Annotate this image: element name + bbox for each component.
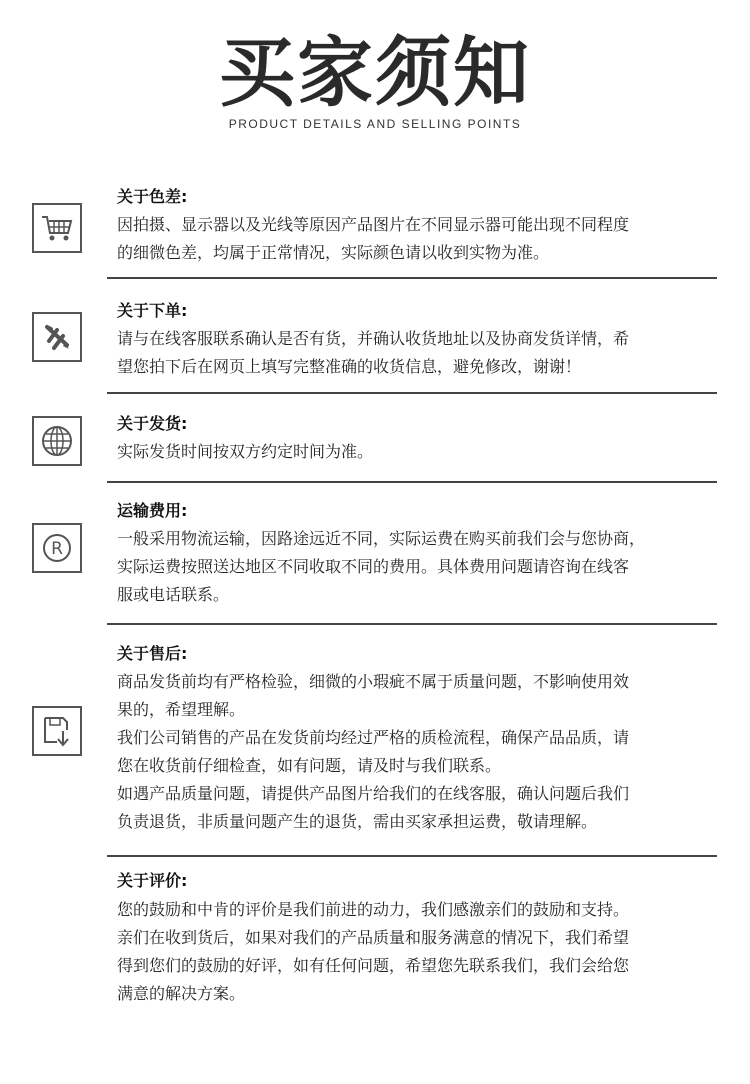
page-title: 买家须知 [219, 28, 531, 117]
section-title-order: 关于下单: [117, 301, 188, 320]
shopping-cart-icon [32, 203, 82, 253]
svg-text:R: R [51, 539, 63, 559]
divider [107, 623, 717, 625]
section-body-reviews: 您的鼓励和中肯的评价是我们前进的动力，我们感激亲们的鼓励和支持。 亲们在收到货后，如果对我们的产品质量和服务满意的情况下，我们希望 得到您们的鼓励的好评，如有任何问题，希望您先联系我们，我们会给您 满意的解决方案。 [117, 900, 630, 1003]
airplane-icon [32, 312, 82, 362]
divider [107, 481, 717, 483]
section-body-color: 因拍摄、显示器以及光线等原因产品图片在不同显示器可能出现不同程度 的细微色差，均属于正常情况，实际颜色请以收到实物为准。 [117, 215, 630, 262]
divider [107, 392, 717, 394]
section-title-aftersales: 关于售后: [117, 644, 188, 663]
section-title-color: 关于色差: [117, 187, 188, 206]
page-subtitle: PRODUCT DETAILS AND SELLING POINTS [228, 117, 522, 131]
section-title-reviews: 关于评价: [117, 871, 188, 890]
download-document-icon [32, 706, 82, 756]
section-body-shipping: 实际发货时间按双方约定时间为准。 [117, 442, 374, 461]
section-body-freight: 一般采用物流运输，因路途远近不同，实际运费在购买前我们会与您协商， 实际运费按照送达地区不同收取不同的费用。具体费用问题请咨询在线客 服或电话联系。 [117, 529, 646, 604]
section-body-aftersales: 商品发货前均有严格检验，细微的小瑕疵不属于质量问题，不影响使用效 果的，希望理解。 我们公司销售的产品在发货前均经过严格的质检流程，确保产品品质，请 您在收货前仔细检查，如有问题，请及时与我们联系。 如遇产品质量问题，请提供产品图片给我们的在线客服，确认问题后我们 负责退货，非质量问题产生的退货，需由买家承担运费，敬请理解。 [117, 672, 630, 831]
registered-icon [32, 523, 82, 573]
section-title-freight: 运输费用: [117, 501, 188, 520]
globe-icon [32, 416, 82, 466]
section-body-order: 请与在线客服联系确认是否有货，并确认收货地址以及协商发货详情，希 望您拍下后在网页上填写完整准确的收货信息，避免修改，谢谢！ [117, 329, 630, 376]
section-title-shipping: 关于发货: [117, 414, 188, 433]
divider [107, 277, 717, 279]
divider [107, 855, 717, 857]
